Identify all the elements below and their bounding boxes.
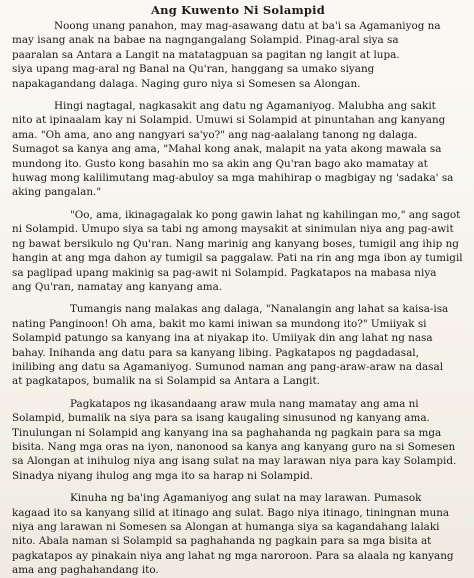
text-line: Sumagot sa kanya ang ama, "Mahal kong anak, malapit na yata akong mawala sa [12, 143, 442, 156]
text-line: Pagkatapos ng ikasandaang araw mula nang mamatay ang ama ni [70, 397, 419, 410]
text-line: ang Qu'ran, namatay ang kanyang ama. [12, 280, 223, 293]
text-line: pagkatapos ay pinakain niya ang lahat ng mga naroroon. Para sa alaala ng kanyang [12, 549, 454, 562]
text-line: Solampid, bumalik na siya para sa isang kaugaling sinusunod ng kanyang ama. [12, 412, 430, 425]
text-line: ng bawat bersikulo ng Qu'ran. Nang marinig ang kanyang boses, tumigil ang ihip ng [12, 237, 459, 250]
text-line: aking pangalan." [12, 186, 102, 199]
text-line: mundong ito. Gusto kong basahin mo sa akin ang Qu'ran bago ako mamatay at [12, 157, 428, 170]
paragraph-2 [12, 99, 464, 200]
story-title: Ang Kuwento Ni Solampid [151, 3, 325, 17]
text-line: bisita. Nang mga oras na iyon, nanonood sa kanya ang kanyang guro na si Somesen [12, 440, 456, 453]
paragraph-1 [12, 19, 464, 91]
text-line: sa Alongan at inihulog niya ang isang sulat na may larawan niya para kay Solampid. [12, 455, 457, 468]
text-line: "Oo, ama, ikinagagalak ko pong gawin lahat ng kahilingan mo," ang sagot [70, 208, 461, 221]
text-line: ni Solampid. Umupo siya sa tabi ng among maysakit at sinimulan niya ang pag-awit [12, 223, 454, 236]
text-line: paaralan sa Antara a Langit na matatagpuan sa pagitan ng langit at lupa. [12, 48, 400, 61]
paragraph-4 [12, 302, 464, 388]
text-line: napakagandang dalaga. Naging guro niya si Somesen sa Alongan. [12, 77, 361, 90]
text-line: niya ang larawan ni Somesen sa Alongan at humanga siya sa kagandahang lalaki [12, 521, 440, 533]
text-line: Solampid patungo sa kanyang ina at niyakap ito. Umiiyak din ang lahat ng nasa [12, 332, 433, 345]
text-line: Sinadya niyang ihulog ang mga ito sa harap ni Solampid. [12, 469, 314, 482]
text-line: at pagkatapos, bumalik na si Solampid sa Antara a Langit. [12, 375, 320, 388]
text-line: bahay. Inihanda ang datu para sa kanyang libing. Pagkatapos ng pagdadasal, [12, 346, 419, 359]
text-line: inilibing ang datu sa Agamaniyog. Sumunod naman ang pang-araw-araw na dasal [12, 360, 444, 373]
text-line: may isang anak na babae na nagngangalang Solampid. Pinag-aral siya sa [12, 34, 399, 47]
text-line: hangin at ang mga dahon ay tumigil sa paggalaw. Pati na rin ang mga ibon ay tumigil [12, 252, 463, 265]
text-line: Tinulungan ni Solampid ang kanyang ina sa paghahanda ng pagkain para sa mga [12, 426, 442, 439]
text-line: ama. "Oh ama, ano ang nangyari sa'yo?" ang nag-aalalang tanong ng dalaga. [12, 128, 418, 141]
text-line: nating Panginoon! Oh ama, bakit mo kami iniwan sa mundong ito?" Umiiyak si [12, 317, 427, 330]
text-line: nito at ipinaalam kay ni Solampid. Umuwi si Solampid at pinuntahan ang kanyang [12, 114, 446, 127]
text-line: Kinuha ng ba'ing Agamaniyog ang sulat na may larawan. Pumasok [70, 492, 422, 505]
text-line: Tumangis nang malakas ang dalaga, "Nanalangin ang lahat sa kaisa-isa [70, 303, 449, 316]
paragraph-3 [12, 208, 464, 294]
text-line: nito. Abala naman si Solampid sa paghahanda ng pagkain para sa mga bisita at [12, 535, 432, 548]
text-line: siya upang mag-aral ng Banal na Qu'ran, hanggang sa umako siyang [12, 63, 375, 76]
text-line: Noong unang panahon, may mag-asawang datu at ba'i sa Agamaniyog na [54, 20, 441, 32]
text-line: Hingi nagtagal, nagkasakit ang datu ng Agamaniyog. Malubha ang sakit [54, 100, 436, 113]
text-line: sa paglipad upang makinig sa pag-awit ni Solampid. Pagkatapos na mabasa niya [12, 266, 437, 279]
text-line: kagaad ito sa kanyang silid at itinago ang sulat. Bago niya itinago, tiningnan muna [12, 506, 450, 519]
text-line: huwag mong kalilimutang mag-abuloy sa mga mahihirap o magbigay ng 'sadaka' sa [12, 172, 454, 185]
paragraph-5 [12, 397, 464, 483]
text-line: ama ang paghahandang ito. [12, 564, 159, 577]
paragraph-6 [12, 491, 464, 577]
